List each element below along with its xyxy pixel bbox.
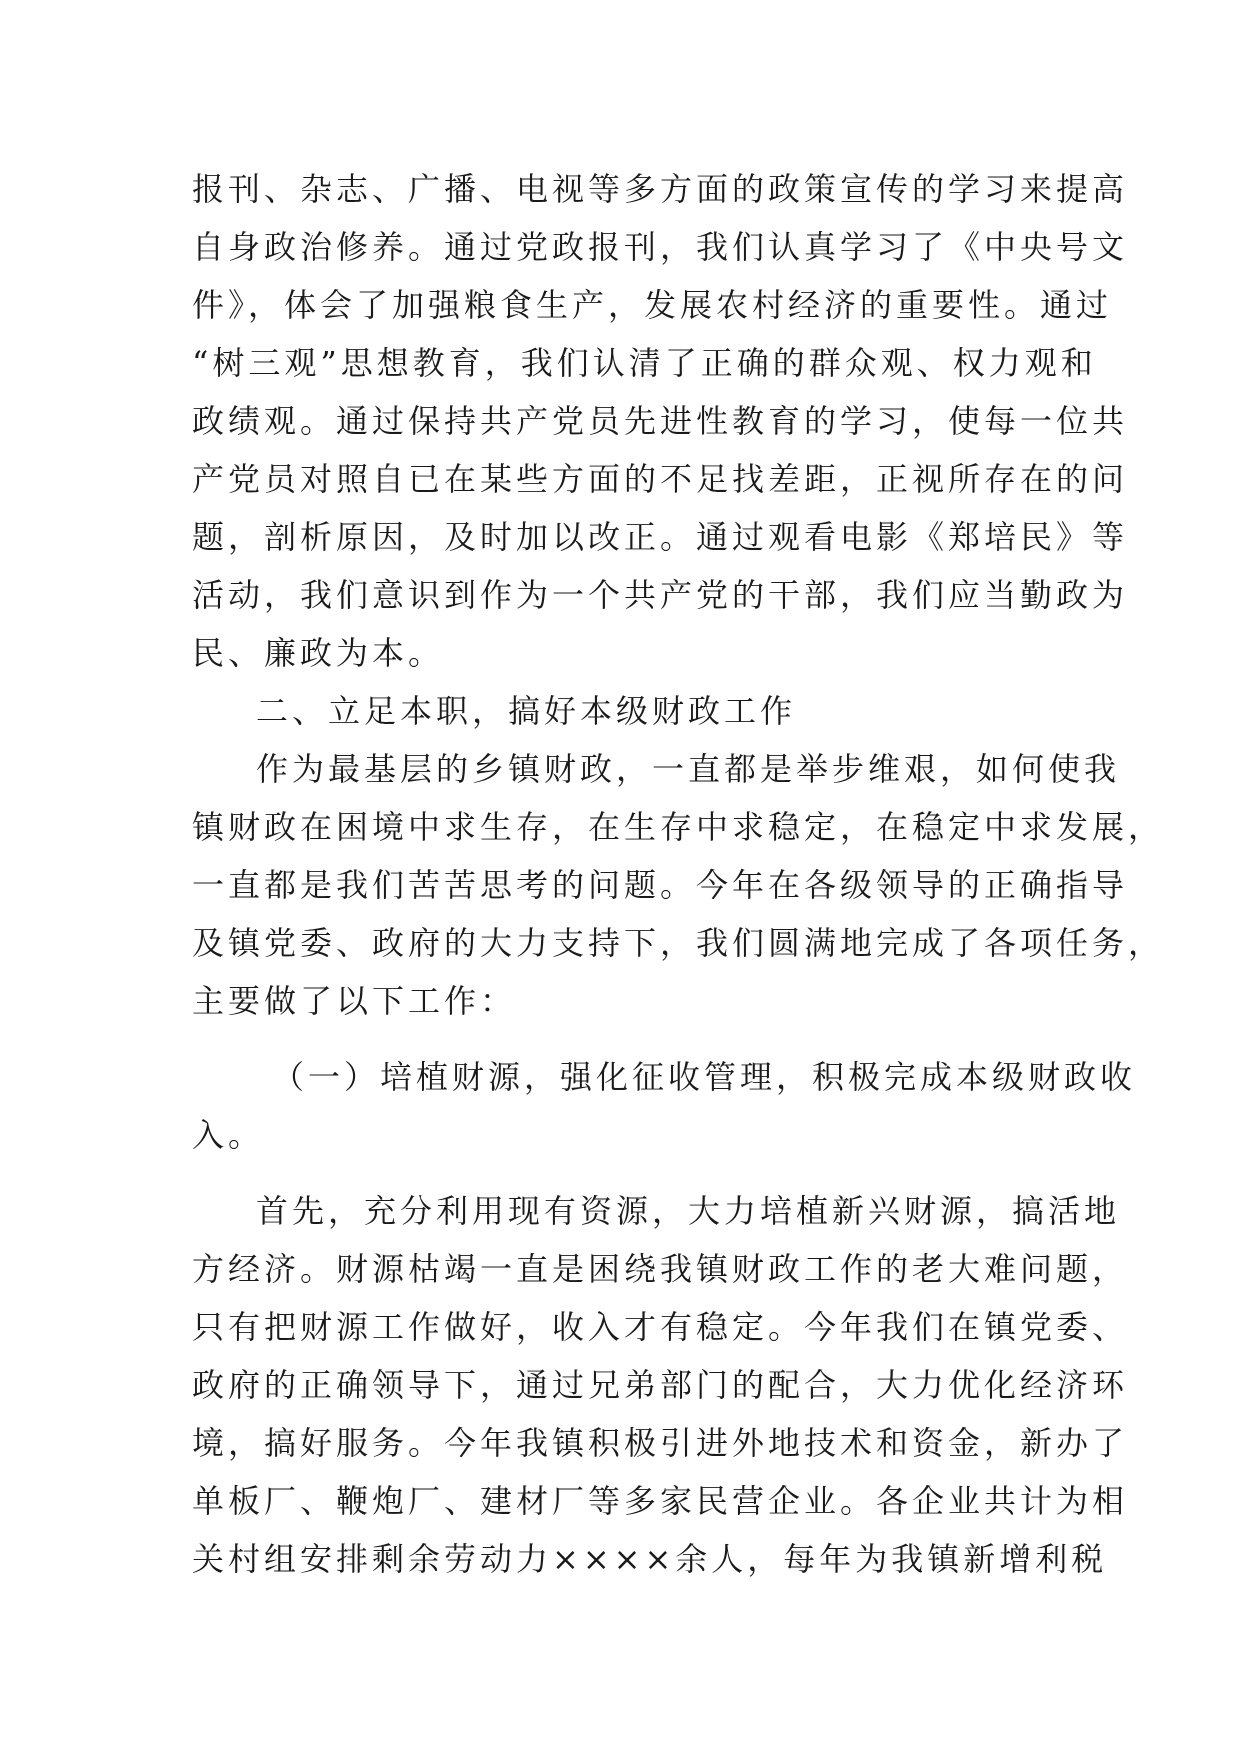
subsection-heading: 入。 [192, 1116, 265, 1154]
text-line: “树三观”思想教育，我们认清了正确的群众观、权力观和 [192, 344, 1097, 382]
text-line: 首先，充分利用现有资源，大力培植新兴财源，搞活地 [256, 1192, 1121, 1230]
text-line: 单板厂、鞭炮厂、建材厂等多家民营企业。各企业共计为相 [192, 1482, 1129, 1520]
subsection-heading: （一）培植财源，强化征收管理，积极完成本级财政收 [272, 1058, 1137, 1096]
section-heading: 二、立足本职，搞好本级财政工作 [256, 692, 797, 730]
text-line: 自身政治修养。通过党政报刊，我们认真学习了《中央号文 [192, 228, 1129, 266]
text-line: 镇财政在困境中求生存，在生存中求稳定，在稳定中求发展， [192, 808, 1165, 846]
text-line: 政绩观。通过保持共产党员先进性教育的学习，使每一位共 [192, 402, 1129, 440]
text-line: 件》，体会了加强粮食生产，发展农村经济的重要性。通过 [192, 286, 1113, 324]
document-body [192, 160, 1165, 1588]
text-line: 产党员对照自已在某些方面的不足找差距，正视所存在的问 [192, 460, 1129, 498]
text-line: 题，剖析原因，及时加以改正。通过观看电影《郑培民》等 [192, 518, 1129, 556]
text-line: 境，搞好服务。今年我镇积极引进外地技术和资金，新办了 [192, 1424, 1129, 1462]
text-line: 主要做了以下工作： [192, 982, 517, 1020]
text-line: 方经济。财源枯竭一直是困绕我镇财政工作的老大难问题， [192, 1250, 1129, 1288]
text-line: 活动，我们意识到作为一个共产党的干部，我们应当勤政为 [192, 576, 1129, 614]
text-line: 只有把财源工作做好，收入才有稳定。今年我们在镇党委、 [192, 1308, 1129, 1346]
text-line: 及镇党委、政府的大力支持下，我们圆满地完成了各项任务， [192, 924, 1165, 962]
text-line: 关村组安排剩余劳动力××××余人，每年为我镇新增利税 [192, 1540, 1108, 1578]
text-line: 一直都是我们苦苦思考的问题。今年在各级领导的正确指导 [192, 866, 1129, 904]
text-line: 报刊、杂志、广播、电视等多方面的政策宣传的学习来提高 [192, 170, 1129, 208]
text-line: 作为最基层的乡镇财政，一直都是举步维艰，如何使我 [256, 750, 1121, 788]
text-line: 民、廉政为本。 [192, 634, 445, 672]
text-line: 政府的正确领导下，通过兄弟部门的配合，大力优化经济环 [192, 1366, 1129, 1404]
